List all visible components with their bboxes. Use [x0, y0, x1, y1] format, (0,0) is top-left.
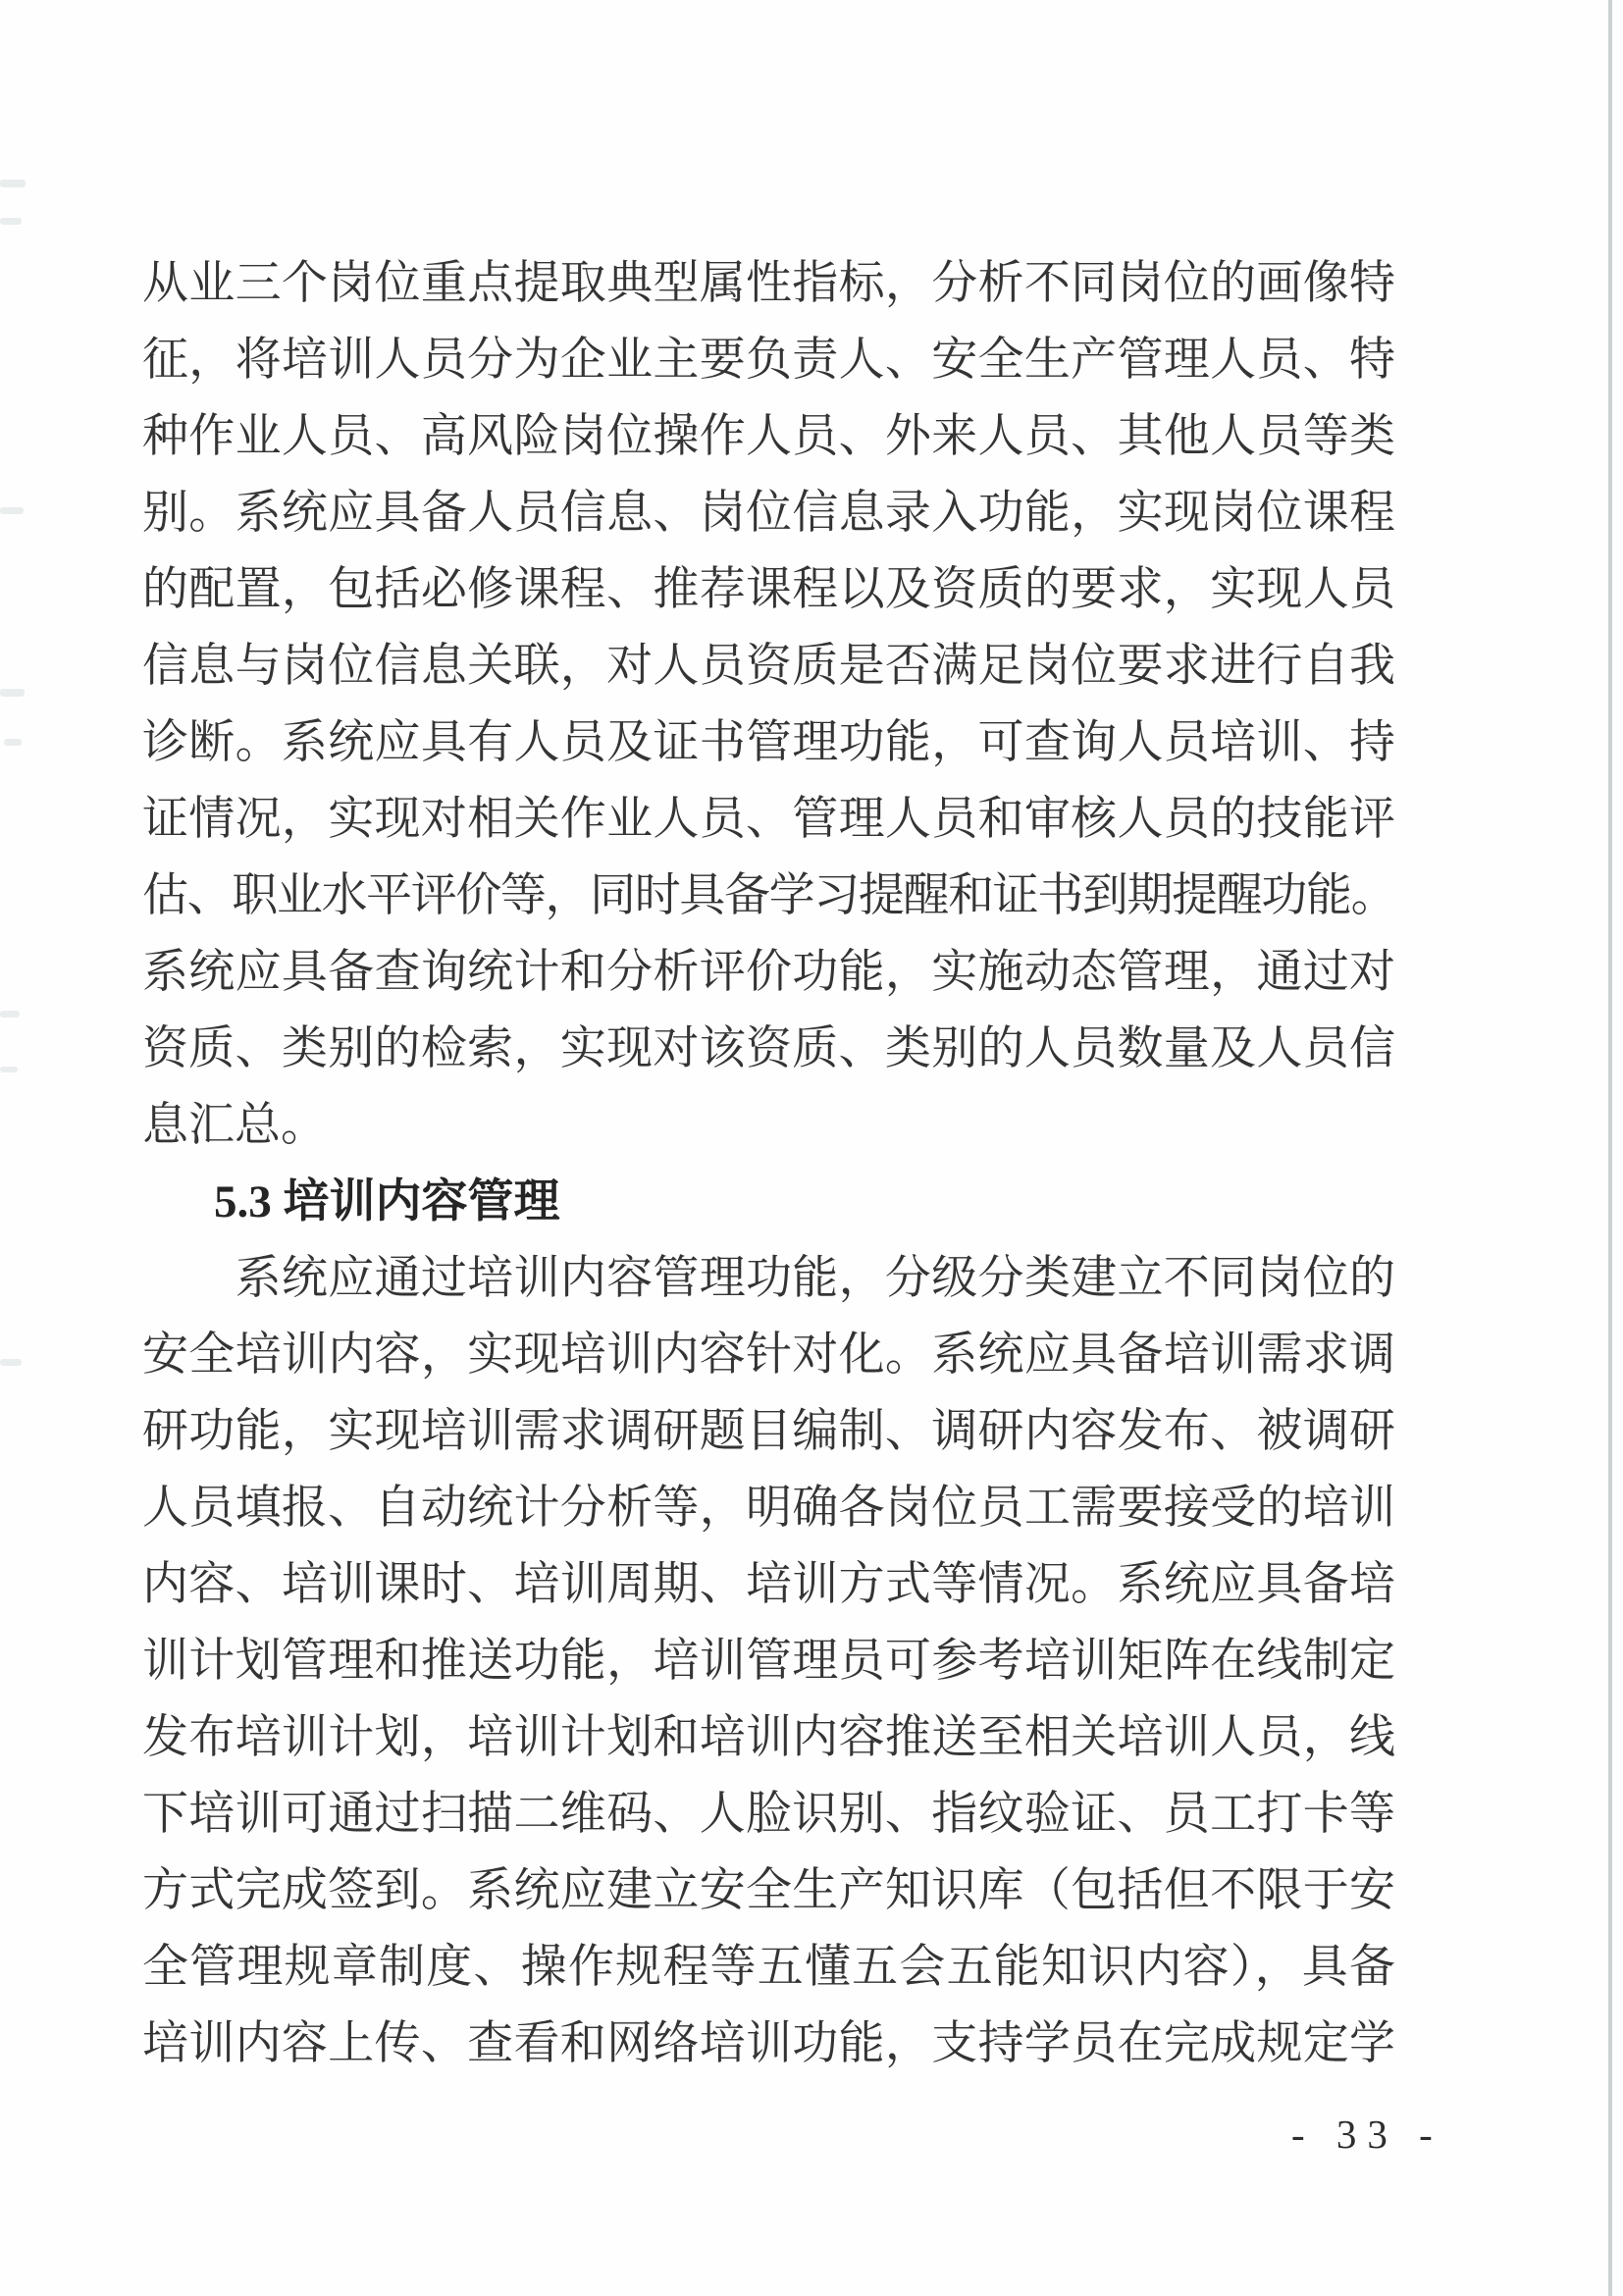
text-line: 资质、类别的检索，实现对该资质、类别的人员数量及人员信	[142, 1023, 1395, 1074]
paragraph-1	[142, 245, 1395, 1164]
scan-edge-line	[1608, 0, 1612, 2296]
text-line: 系统应具备查询统计和分析评价功能，实施动态管理，通过对	[142, 947, 1395, 998]
page-text	[142, 245, 1395, 2082]
scan-smudge	[0, 218, 22, 225]
text-line: 研功能，实现培训需求调研题目编制、调研内容发布、被调研	[142, 1406, 1395, 1457]
page-number: - 33 -	[1291, 2112, 1443, 2157]
text-line: 下培训可通过扫描二维码、人脸识别、指纹验证、员工打卡等	[142, 1789, 1395, 1840]
scan-smudge	[4, 739, 22, 746]
scan-smudge	[0, 1359, 22, 1366]
text-line: 息汇总。	[142, 1100, 327, 1151]
text-line: 系统应通过培训内容管理功能，分级分类建立不同岗位的	[142, 1253, 1395, 1304]
text-line: 从业三个岗位重点提取典型属性指标，分析不同岗位的画像特	[142, 258, 1395, 309]
text-line: 方式完成签到。系统应建立安全生产知识库（包括但不限于安	[142, 1865, 1395, 1916]
section-heading: 5.3 培训内容管理	[214, 1176, 560, 1227]
text-line: 安全培训内容，实现培训内容针对化。系统应具备培训需求调	[142, 1330, 1395, 1381]
text-line: 发布培训计划，培训计划和培训内容推送至相关培训人员，线	[142, 1712, 1395, 1763]
text-line: 估、职业水平评价等，同时具备学习提醒和证书到期提醒功能。	[142, 870, 1395, 921]
scan-smudge	[0, 1011, 20, 1018]
text-line: 证情况，实现对相关作业人员、管理人员和审核人员的技能评	[142, 794, 1395, 845]
text-line: 征，将培训人员分为企业主要负责人、安全生产管理人员、特	[142, 335, 1395, 386]
text-line: 内容、培训课时、培训周期、培训方式等情况。系统应具备培	[142, 1559, 1395, 1610]
scan-smudge	[0, 689, 25, 697]
text-line: 全管理规章制度、操作规程等五懂五会五能知识内容），具备	[142, 1942, 1395, 1993]
text-line: 种作业人员、高风险岗位操作人员、外来人员、其他人员等类	[142, 411, 1395, 462]
text-line: 培训内容上传、查看和网络培训功能，支持学员在完成规定学	[142, 2018, 1395, 2069]
paragraph-2	[142, 1240, 1395, 2082]
text-line: 诊断。系统应具有人员及证书管理功能，可查询人员培训、持	[142, 717, 1395, 768]
text-line: 别。系统应具备人员信息、岗位信息录入功能，实现岗位课程	[142, 488, 1395, 539]
scan-smudge	[0, 507, 24, 514]
text-line: 的配置，包括必修课程、推荐课程以及资质的要求，实现人员	[142, 564, 1395, 615]
scan-smudge	[0, 180, 26, 187]
text-line: 训计划管理和推送功能，培训管理员可参考培训矩阵在线制定	[142, 1636, 1395, 1687]
scan-smudge	[0, 1067, 18, 1072]
text-line: 人员填报、自动统计分析等，明确各岗位员工需要接受的培训	[142, 1483, 1395, 1534]
text-line: 信息与岗位信息关联，对人员资质是否满足岗位要求进行自我	[142, 641, 1395, 692]
